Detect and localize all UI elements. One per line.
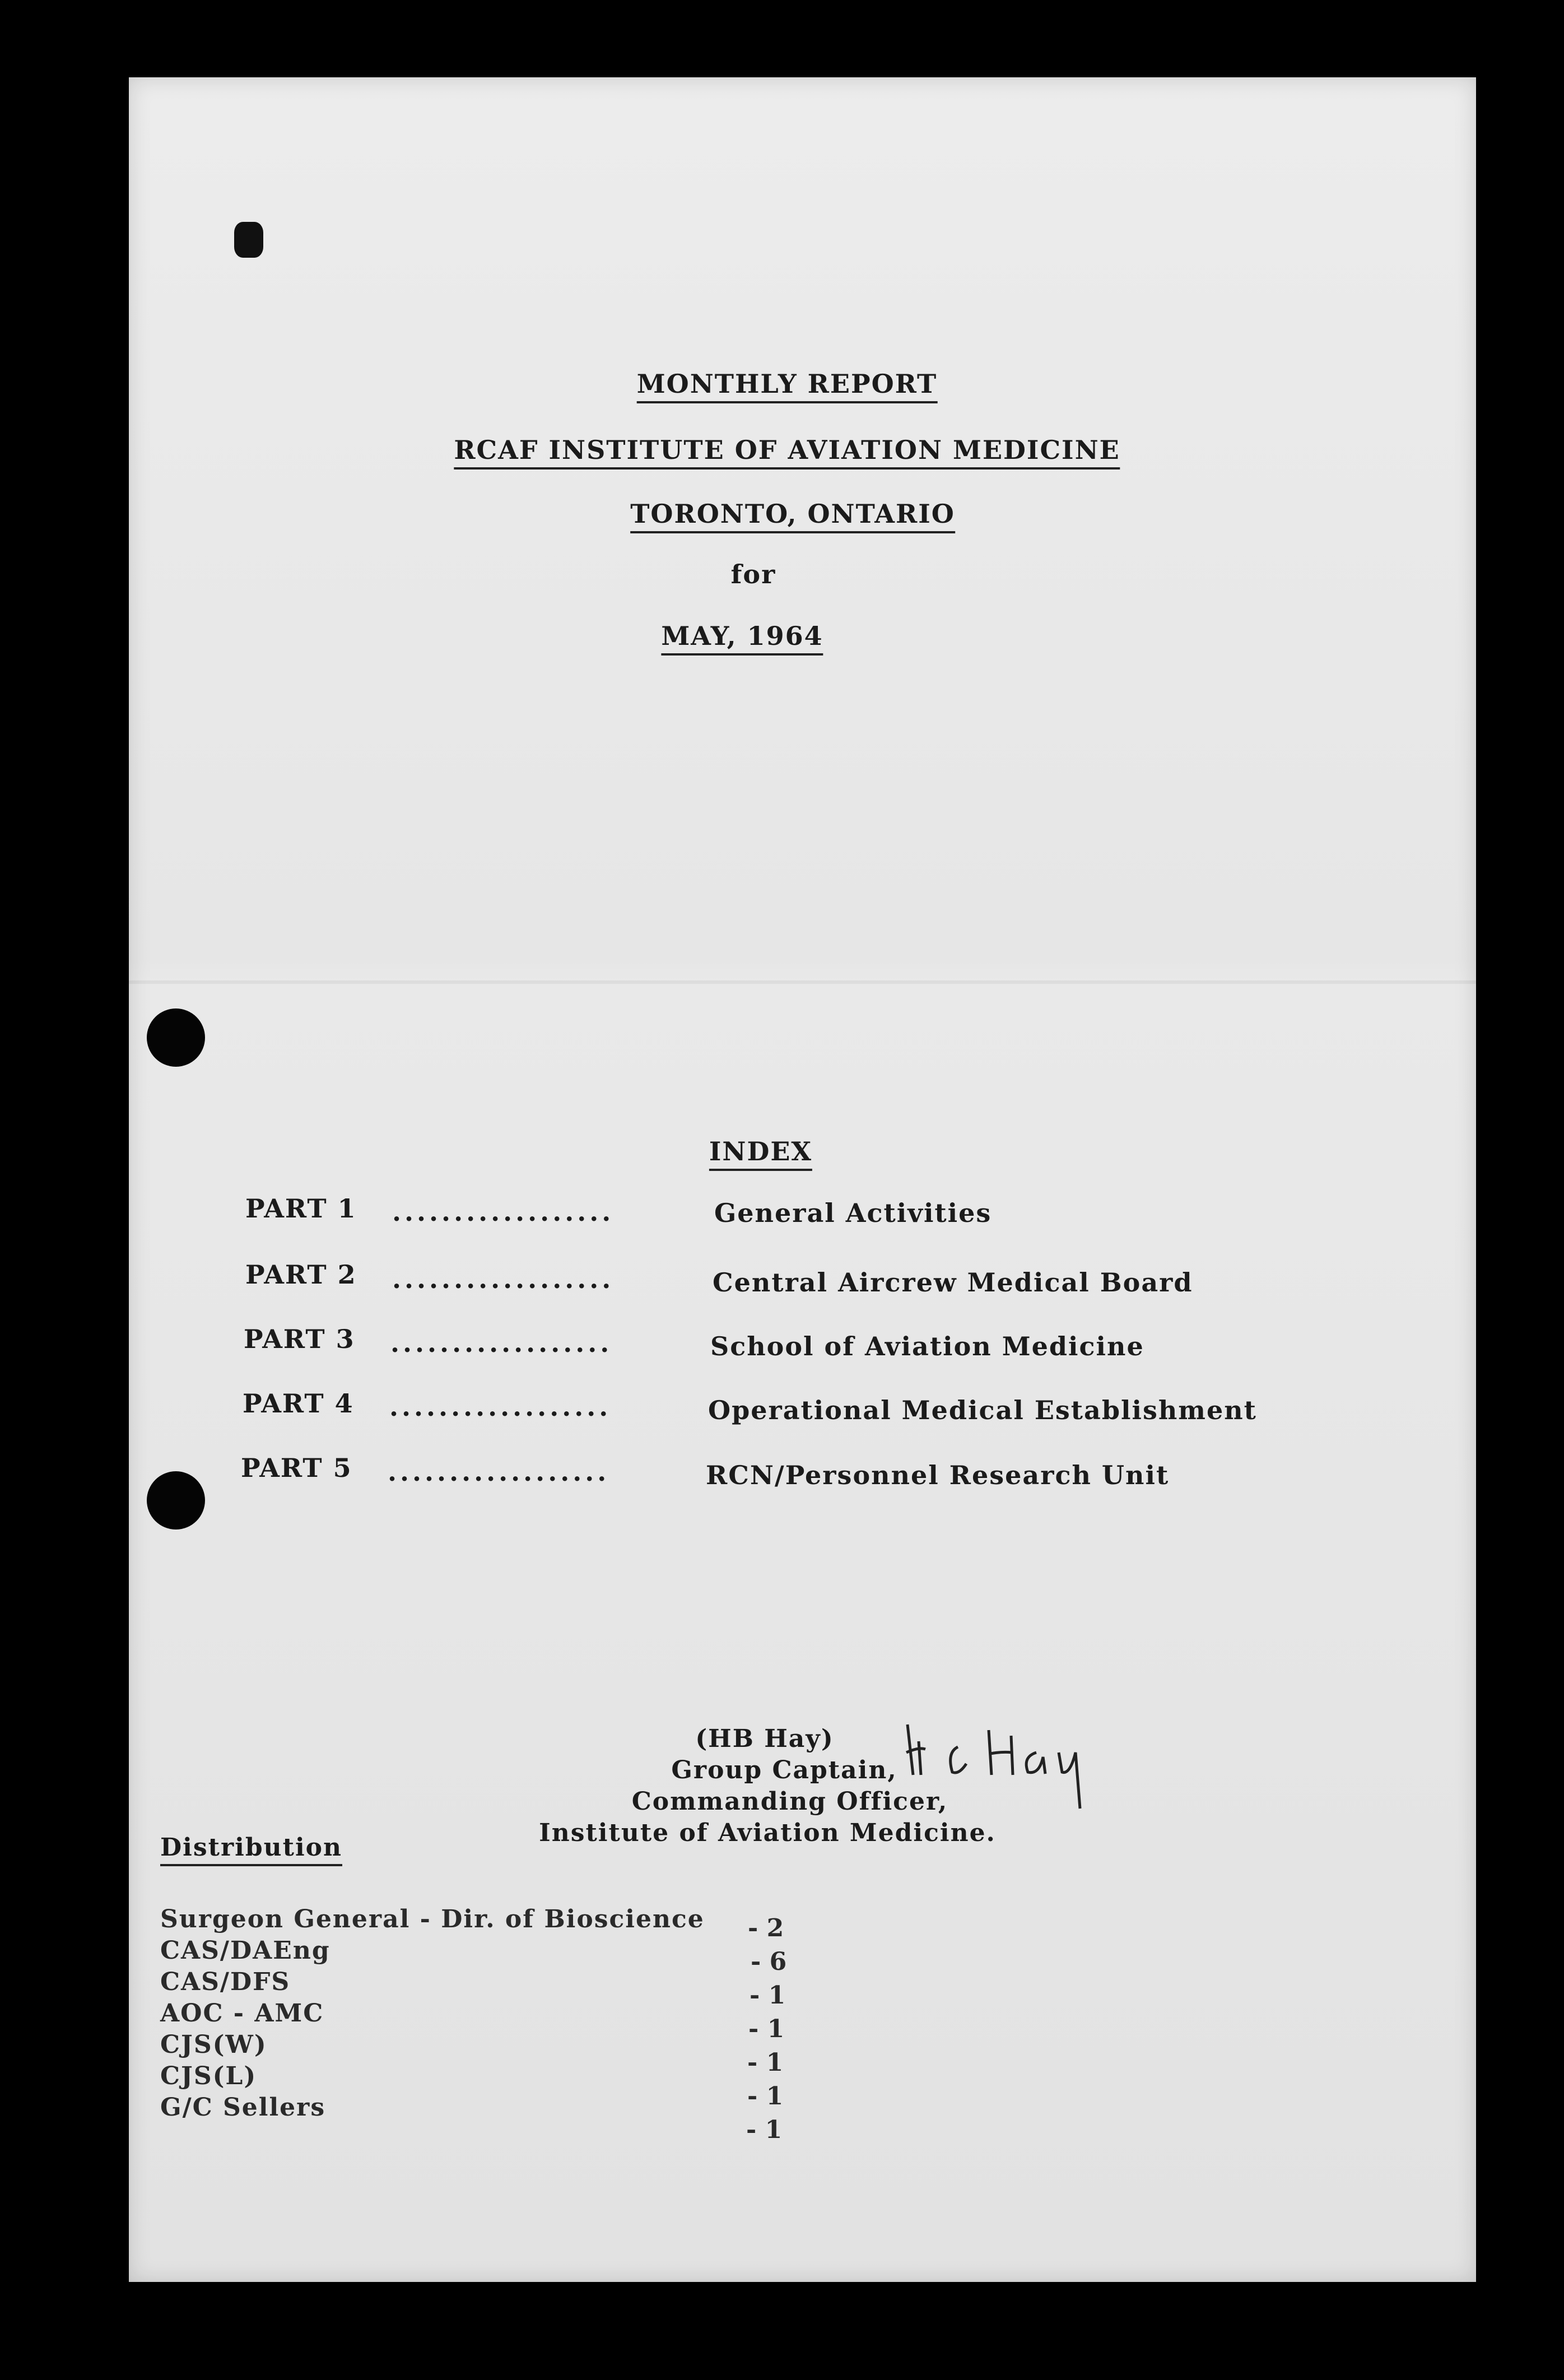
distribution-heading: Distribution	[160, 1833, 342, 1866]
distribution-recipient: CJS(L)	[160, 2062, 257, 2090]
index-leader-dots: ..................	[390, 1328, 613, 1358]
distribution-qty: - 1	[746, 2116, 783, 2144]
distribution-qty: - 2	[748, 1914, 784, 1942]
signatory-unit: Institute of Aviation Medicine.	[539, 1819, 996, 1847]
distribution-qty: - 1	[747, 2048, 784, 2077]
signatory-rank: Group Captain,	[671, 1756, 897, 1784]
index-part-title: General Activities	[714, 1198, 992, 1228]
index-part-label: PART 2	[245, 1259, 357, 1290]
index-part-title: School of Aviation Medicine	[710, 1331, 1144, 1361]
distribution-recipient: CJS(W)	[160, 2030, 267, 2059]
distribution-qty: - 1	[750, 1981, 786, 2010]
index-leader-dots: ..................	[388, 1457, 610, 1487]
distribution-recipient: G/C Sellers	[160, 2093, 326, 2122]
organization-name: RCAF INSTITUTE OF AVIATION MEDICINE	[454, 435, 1120, 470]
report-title: MONTHLY REPORT	[637, 369, 938, 403]
distribution-qty: - 1	[748, 2015, 785, 2043]
distribution-qty: - 1	[747, 2082, 784, 2111]
index-part-title: Operational Medical Establishment	[708, 1395, 1257, 1425]
index-leader-dots: ..................	[389, 1392, 612, 1422]
report-period: MAY, 1964	[661, 621, 823, 656]
index-part-title: Central Aircrew Medical Board	[713, 1267, 1193, 1298]
punch-hole-upper	[147, 1008, 205, 1067]
distribution-recipient: AOC - AMC	[160, 1999, 324, 2028]
document-page	[129, 77, 1476, 2282]
ink-smudge	[234, 222, 263, 258]
index-part-label: PART 4	[243, 1388, 354, 1419]
index-part-label: PART 5	[241, 1453, 352, 1483]
index-part-title: RCN/Personnel Research Unit	[706, 1460, 1170, 1490]
distribution-recipient: Surgeon General - Dir. of Bioscience	[160, 1905, 705, 1933]
index-leader-dots: ..................	[392, 1197, 615, 1227]
location: TORONTO, ONTARIO	[630, 499, 955, 533]
distribution-qty: - 6	[751, 1947, 787, 1976]
signatory-name: (HB Hay)	[695, 1724, 834, 1753]
index-part-label: PART 1	[245, 1193, 357, 1224]
index-part-label: PART 3	[244, 1324, 355, 1354]
signatory-position: Commanding Officer,	[631, 1787, 948, 1816]
distribution-recipient: CAS/DAEng	[160, 1936, 331, 1965]
distribution-recipient: CAS/DFS	[160, 1968, 291, 1996]
for-label: for	[730, 559, 776, 589]
page-fold-line	[129, 980, 1476, 984]
index-heading: INDEX	[709, 1136, 812, 1171]
index-leader-dots: ..................	[392, 1264, 615, 1294]
punch-hole-lower	[147, 1471, 205, 1530]
